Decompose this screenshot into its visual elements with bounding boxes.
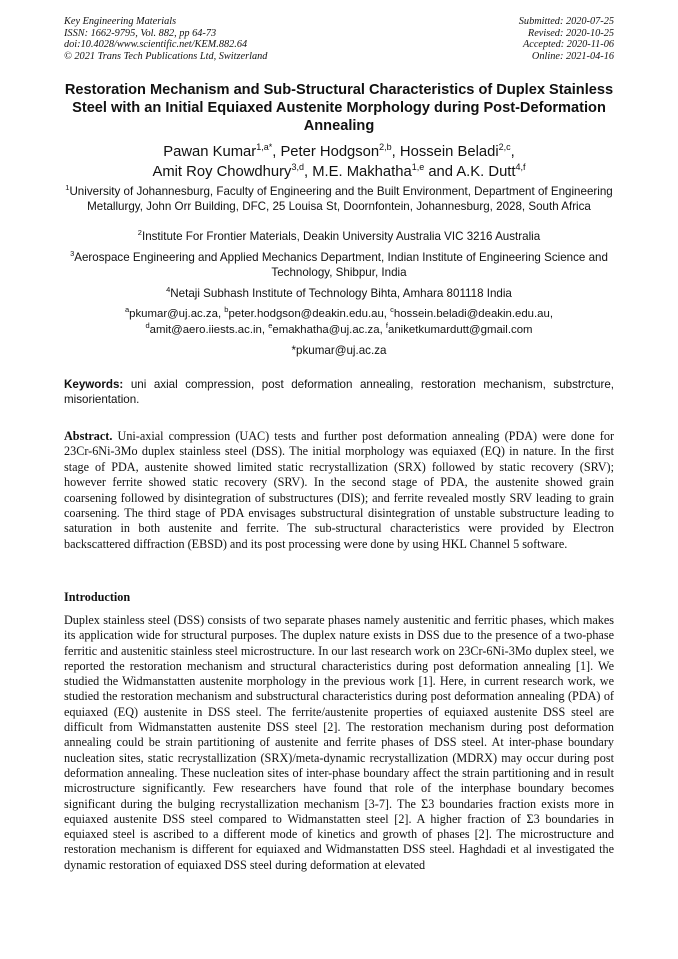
corresponding-author-email: *pkumar@uj.ac.za <box>291 344 387 357</box>
email-entry <box>390 305 554 320</box>
abstract-section <box>64 429 614 552</box>
journal-issn: ISSN: 1662-9795, Vol. 882, pp 64-73 <box>64 27 217 39</box>
author-affiliation-marker: 2,c <box>498 142 511 153</box>
author-name: A.K. Dutt <box>456 164 516 180</box>
author <box>152 164 312 180</box>
email-entry <box>268 320 386 336</box>
abstract-label: Abstract. <box>64 429 113 443</box>
author <box>456 164 525 180</box>
author-affiliation-marker: 2,b <box>379 142 392 153</box>
submitted-date: Submitted: 2020-07-25 <box>518 16 614 27</box>
email-address: peter.hodgson@deakin.edu.au <box>228 308 384 320</box>
author-emails <box>64 307 614 338</box>
author-name: Peter Hodgson <box>280 144 380 160</box>
affiliation-marker: 4 <box>166 285 171 295</box>
email-entry <box>145 320 269 336</box>
author-affiliation-marker: 1,e <box>411 162 425 173</box>
email-separator: , <box>383 308 391 320</box>
email-separator: , <box>549 308 554 320</box>
keywords-text: uni axial compression, post deformation annealing, restoration mechanism, substrcture, misorientation. <box>64 378 614 406</box>
affiliation-3 <box>64 251 614 280</box>
email-marker: e <box>268 320 273 330</box>
author-separator: , <box>510 144 515 160</box>
author-affiliation-marker: 1,a* <box>256 142 273 153</box>
author-name: M.E. Makhatha <box>312 164 412 180</box>
email-address: hossein.beladi@deakin.edu.au <box>393 308 550 320</box>
keywords-label: Keywords: <box>64 378 124 391</box>
online-date: Online: 2021-04-16 <box>531 50 614 62</box>
journal-doi: doi:10.4028/www.scientific.net/KEM.882.64 <box>64 39 248 51</box>
email-marker: b <box>224 305 229 315</box>
email-address: emakhatha@uj.ac.za <box>272 323 380 336</box>
author <box>280 144 399 160</box>
author-affiliation-marker: 3,d <box>291 162 304 173</box>
affiliation-2 <box>64 230 614 245</box>
affiliation-text: Institute For Frontier Materials, Deakin University Australia VIC 3216 Australia <box>141 230 541 243</box>
abstract-text: Uni-axial compression (UAC) tests and further post deformation annealing (PDA) were done for 23Cr-6Ni-3Mo duplex stainless steel (DSS). The initial morphology was equiaxed (EQ) in nature. In the first stage of PDA, austenite showed limited static recrystallization (SRX) followed by static recovery (SRV); however ferrite showed static recovery (SRV). In the second stage of PDA, the austenite showed grain coarsening followed by disintegration of substructures (DIS); and ferrite revealed mostly SRV leading to grain coarsening. The third stage of PDA envisages substructural disintegration of unstable substructure leading to saturation in both austenite and ferrite. The sub-structural characteristics were provided by Electron backscattered diffraction (EBSD) and its post processing were done by using HKL Channel 5 software. <box>64 429 615 551</box>
email-entry <box>124 305 225 320</box>
section-heading: Introduction <box>64 590 131 604</box>
email-entry <box>224 305 391 320</box>
affiliation-4 <box>64 287 614 302</box>
author-separator: and <box>424 164 457 180</box>
email-address: amit@aero.iiests.ac.in <box>149 323 262 336</box>
journal-name: Key Engineering Materials <box>64 16 177 27</box>
introduction-paragraph: Duplex stainless steel (DSS) consists of two separate phases namely austenitic and ferritic phases, which makes its application wide for structural purposes. The duplex nature exists in DSS due to the presence of a two-phase ferritic and austenitic stainless steel microstructure. In our last research work on 23Cr-6Ni-3Mo duplex steel, we reported the restoration mechanism and structural characteristics during post deformation annealing [1]. We studied the Widmanstatten austenite morphology in the previous work [1]. Here, in current research work, we studied the restoration mechanism and substructural characteristics during post deformation annealing (PDA) of equiaxed (EQ) austenite in DSS steel. The ferrite/austenite properties of equiaxed austenite DSS steel are difficult from Widmanstatten austenite DSS steel [2]. The restoration mechanism during post deformation annealing could be strain partitioning of austenite and ferrite phases of DSS steel. At inter-phase boundary nucleation sites, static recrystallization (SRX)/meta-dynamic recrystallization (MDRX) may occur during post deformation annealing. These nucleation sites of inter-phase boundary affect the strain partitioning and in result microstructure significantly. Few researchers have found that role of the interphase boundary becomes significant during the bulging recrystallization mechanism [3-7]. The Σ3 boundaries fraction exists more in equiaxed austenite DSS steel compared to Widmanstatten steel [2]. A higher fraction of Σ3 boundaries in equiaxed steel is ascribed to a different mode of kinetics and growth of phases [2]. The microstructure and restoration mechanism is different for equiaxed and Widmanstatten DSS steel. Haghdadi et al investigated the dynamic restoration of equiaxed DSS steel during deformation at elevated <box>64 613 614 872</box>
author-list <box>64 142 614 182</box>
author-name: Pawan Kumar <box>163 144 257 160</box>
keywords-section <box>64 377 614 407</box>
email-separator: , <box>379 323 386 336</box>
author <box>163 144 280 160</box>
email-marker: f <box>385 320 389 330</box>
affiliation-text: Netaji Subhash Institute of Technology Bihta, Amhara 801118 India <box>170 287 512 300</box>
affiliation-text: Aerospace Engineering and Applied Mechanics Department, Indian Institute of Engineering Science and Technology, Shibpur, India <box>74 251 608 279</box>
revised-date: Revised: 2020-10-25 <box>527 27 614 39</box>
email-separator: , <box>217 308 225 320</box>
email-entry <box>385 320 533 336</box>
author-name: Amit Roy Chowdhury <box>152 164 292 180</box>
affiliation-1 <box>64 185 614 214</box>
author-name: Hossein Beladi <box>399 144 499 160</box>
email-address: aniketkumardutt@gmail.com <box>388 323 533 336</box>
email-separator: , <box>261 323 269 336</box>
affiliation-text: University of Johannesburg, Faculty of Engineering and the Built Environment, Department of Engineering Metallurgy, John Orr Building, DFC, 25 Louisa St, Doornfontein, Johannesburg, 2028, South Africa <box>69 185 613 213</box>
accepted-date: Accepted: 2020-11-06 <box>522 39 614 51</box>
affiliation-marker: 2 <box>137 228 142 238</box>
email-marker: c <box>390 305 394 315</box>
author-affiliation-marker: 4,f <box>515 162 526 173</box>
author <box>312 164 456 180</box>
email-marker: a <box>124 305 130 315</box>
email-marker: d <box>145 320 150 330</box>
publication-dates-header <box>519 16 614 62</box>
author-separator: , <box>272 144 281 160</box>
author-separator: , <box>391 144 400 160</box>
author-separator: , <box>303 164 313 180</box>
journal-info-header <box>64 16 267 62</box>
author <box>400 144 515 160</box>
paper-title: Restoration Mechanism and Sub-Structural Characteristics of Duplex Stainless Steel with an Initial Equiaxed Austenite Morphology during Post-Deformation Annealing <box>64 82 614 134</box>
email-address: pkumar@uj.ac.za <box>129 308 218 320</box>
affiliation-marker: 3 <box>70 249 75 259</box>
journal-copyright: © 2021 Trans Tech Publications Ltd, Switzerland <box>64 50 268 62</box>
affiliation-marker: 1 <box>65 183 70 193</box>
